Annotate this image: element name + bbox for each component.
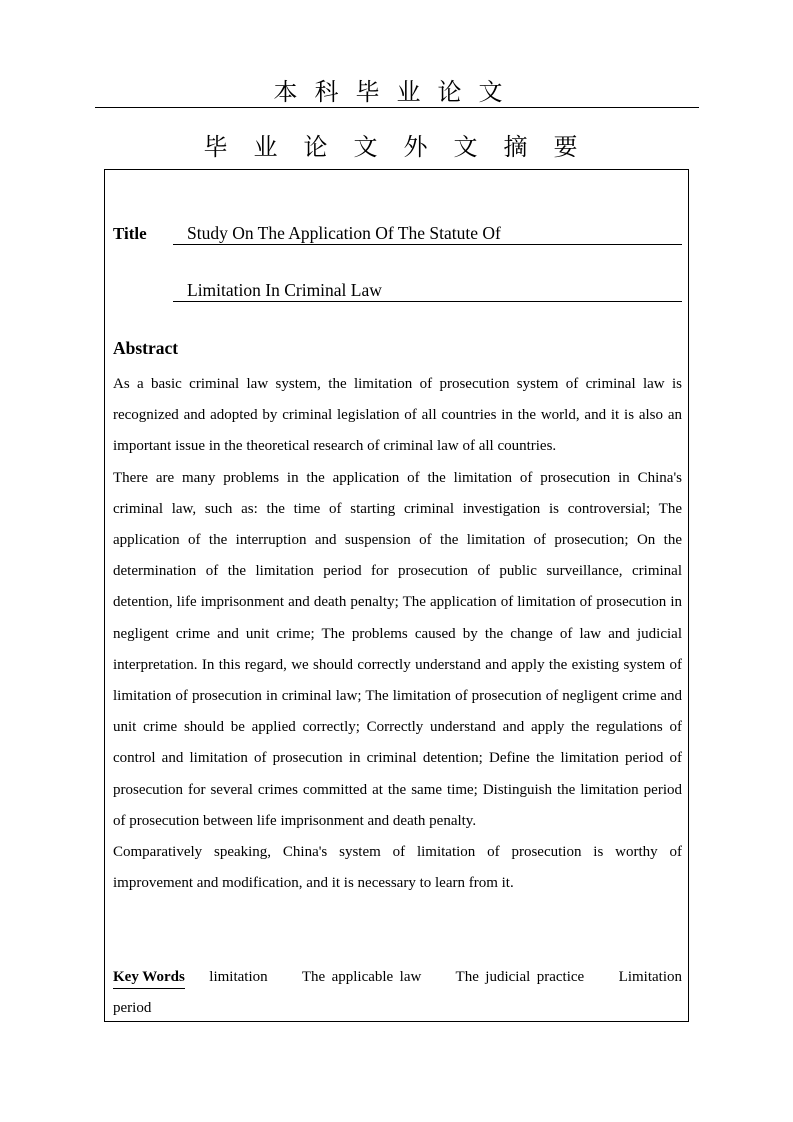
keyword: Limitation period	[113, 969, 682, 1017]
abstract-paragraph: Comparatively speaking, China's system of limitation of prosecution is worthy of improvement and modification, and it is necessary to learn from it.	[113, 844, 682, 892]
abstract-body	[113, 369, 682, 899]
abstract-paragraph: There are many problems in the application of the limitation of prosecution in China's criminal law, such as: the time of starting criminal investigation is controversial; The application of the interruption and suspension of the limitation of prosecution; On the determination of the limitation period for prosecution of public surveillance, criminal detention, life imprisonment and death penalty; The application of limitation of prosecution in negligent crime and unit crime; The problems caused by the change of law and judicial interpretation. In this regard, we should correctly understand and apply the existing system of limitation of prosecution in criminal law; The limitation of prosecution of negligent crime and unit crime should be applied correctly; Correctly understand and apply the regulations of control and limitation of prosecution in criminal detention; Define the limitation period of prosecution for several crimes committed at the same time; Distinguish the limitation period of prosecution between life imprisonment and death penalty.	[113, 469, 682, 829]
header-divider	[95, 107, 699, 108]
keyword: limitation	[209, 969, 268, 985]
keywords-row	[113, 962, 682, 1024]
abstract-paragraph: As a basic criminal law system, the limitation of prosecution system of criminal law is recognized and adopted by criminal legislation of all countries in the world, and it is also an important issue in the theoretical research of criminal law of all countries.	[113, 376, 682, 455]
abstract-heading: Abstract	[113, 338, 179, 358]
abstract-form-box	[104, 169, 689, 1022]
keywords-label: Key Words	[113, 966, 185, 989]
page-header-title: 本科毕业论文	[273, 78, 520, 106]
title-text-line-1: Study On The Application Of The Statute Of	[187, 223, 501, 243]
title-label: Title	[113, 224, 147, 243]
title-field-line-1	[173, 220, 682, 245]
title-field-line-2	[173, 277, 682, 302]
abstract-form-title: 毕业论文外文摘要	[203, 133, 604, 161]
title-text-line-2: Limitation In Criminal Law	[187, 280, 382, 300]
keyword: The judicial practice	[455, 969, 585, 985]
keyword: The applicable law	[301, 969, 422, 985]
